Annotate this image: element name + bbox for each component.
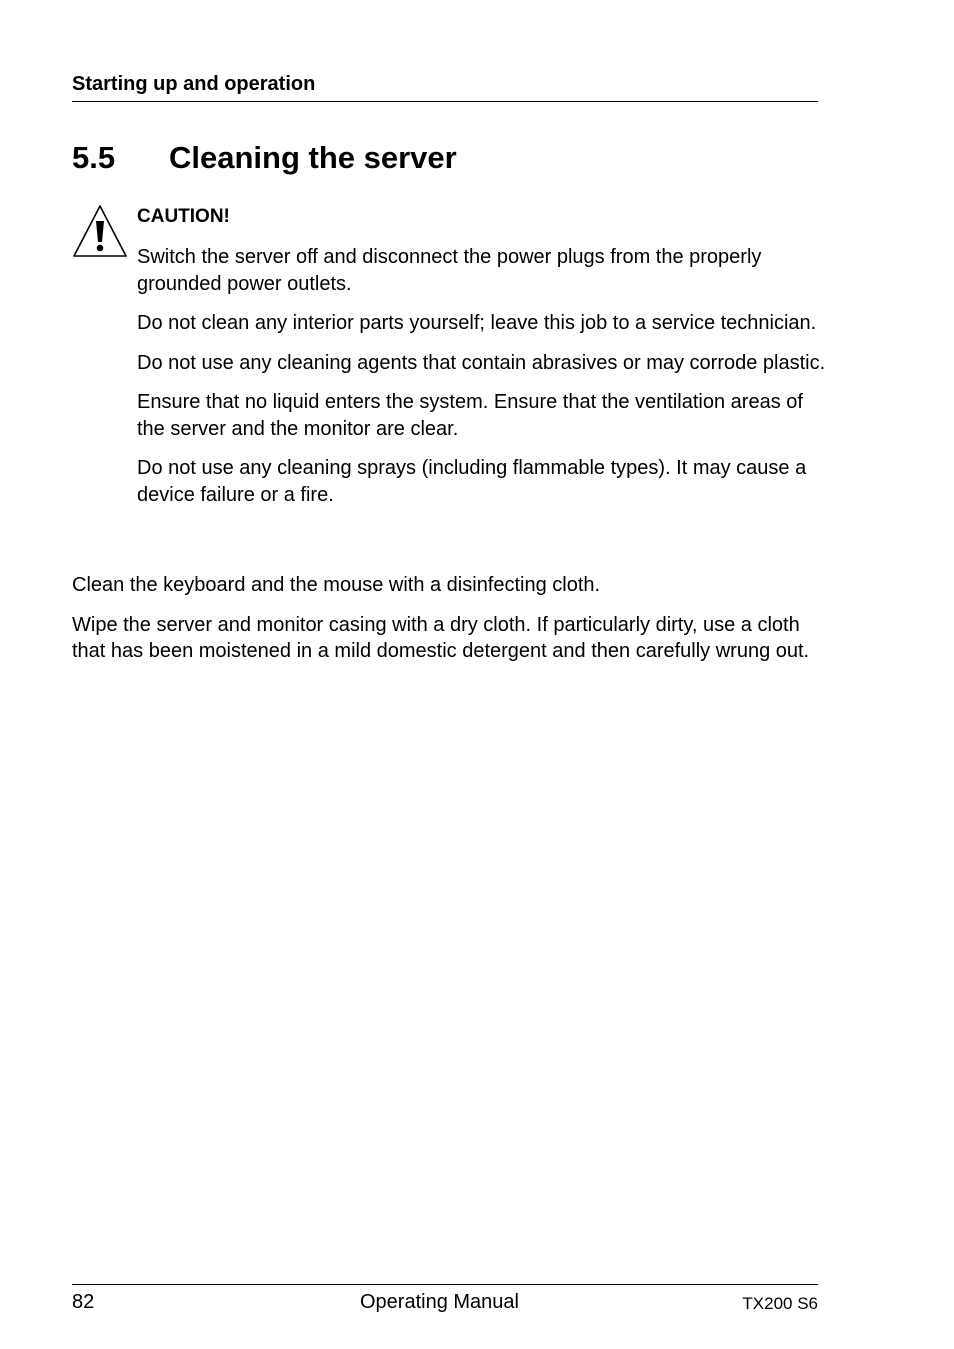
section-heading	[72, 138, 457, 178]
section-title: Cleaning the server	[169, 140, 457, 175]
caution-title: CAUTION!	[137, 206, 230, 227]
running-header: Starting up and operation	[72, 72, 818, 102]
page-footer	[72, 1284, 818, 1325]
caution-paragraph: Ensure that no liquid enters the system. Ensure that the ventilation areas of the server and the monitor are clear.	[137, 391, 803, 440]
section-number: 5.5	[72, 140, 116, 175]
caution-paragraph: Do not use any cleaning agents that contain abrasives or may corrode plastic.	[137, 351, 826, 374]
manual-title: Operating Manual	[360, 1291, 519, 1313]
caution-paragraph: Do not use any cleaning sprays (including flammable types). It may cause a device failure or a fire.	[137, 457, 807, 506]
warning-triangle-icon	[72, 204, 128, 258]
caution-paragraph: Do not clean any interior parts yourself; leave this job to a service technician.	[137, 312, 817, 334]
body-paragraph: Clean the keyboard and the mouse with a disinfecting cloth.	[72, 574, 601, 596]
page-number: 82	[72, 1291, 95, 1313]
caution-block	[137, 204, 827, 521]
body-paragraph: Wipe the server and monitor casing with a dry cloth. If particularly dirty, use a cloth that has been moistened in a mild domestic detergent and then carefully wrung out.	[72, 613, 810, 662]
model-name: TX200 S6	[742, 1294, 818, 1313]
body-text	[72, 572, 822, 678]
caution-paragraph: Switch the server off and disconnect the power plugs from the properly grounded power outlets.	[137, 246, 762, 295]
